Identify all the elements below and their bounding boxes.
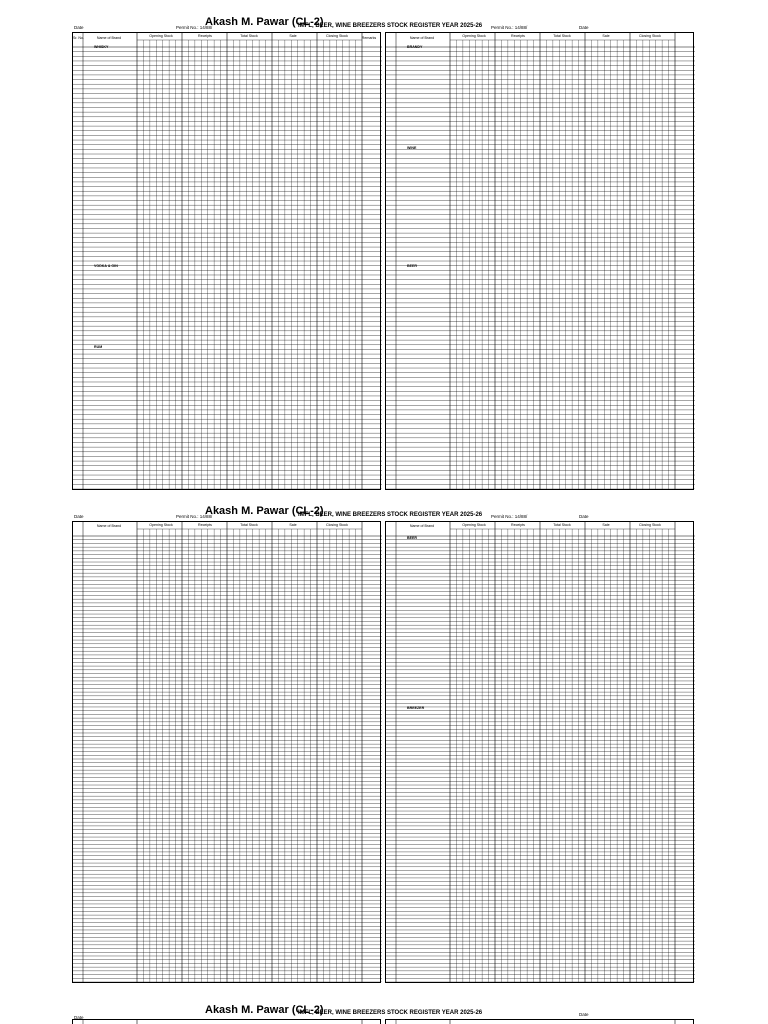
col-receipts: Receipts [198, 523, 212, 527]
stock-table [385, 1019, 694, 1024]
section-whisky: WHISKY [94, 45, 109, 49]
sheet-2-left-page [72, 505, 386, 983]
col-closing: Closing Stock [326, 523, 348, 527]
sheet-1-left-page [72, 16, 386, 490]
table-grid [73, 522, 382, 982]
col-sale: Sale [602, 34, 610, 38]
col-closing: Closing Stock [639, 523, 661, 527]
register-title: STOCK REGISTER YEAR 2025-26 [387, 23, 483, 29]
col-closing: Closing Stock [326, 34, 348, 38]
date-label: Date [579, 514, 589, 519]
col-opening: Opening Stock [149, 34, 173, 38]
section-rum: RUM [94, 345, 103, 349]
date-label: Date [74, 1015, 84, 1020]
table-grid [73, 1020, 382, 1024]
col-name: Name of Brand [409, 36, 435, 40]
col-opening: Opening Stock [462, 523, 486, 527]
col-opening: Opening Stock [462, 34, 486, 38]
table-grid [73, 33, 382, 489]
section-beer: BEER [407, 264, 417, 268]
permit-number: Permit No.: 14/88/ [176, 25, 213, 30]
section-wine: WINE [407, 146, 417, 150]
col-name: Name of Brand [96, 36, 122, 40]
section-vodka-gin: VODKA & GIN [94, 264, 118, 268]
col-receipts: Receipts [198, 34, 212, 38]
col-sale: Sale [602, 523, 610, 527]
section-beer: BEER [407, 536, 417, 540]
permit-number: Permit No.: 14/88/ [176, 514, 213, 519]
register-sheet-3 [72, 1003, 694, 1024]
stock-table [385, 32, 694, 490]
stock-table [72, 32, 381, 490]
col-total: Total Stock [240, 34, 258, 38]
table-grid [386, 1020, 694, 1024]
col-sr: Sr. No. [73, 36, 84, 40]
permit-number: Permit No.: 14/88/ [491, 514, 528, 519]
section-breezer: BREEZER [407, 706, 425, 710]
date-label: Date [74, 514, 84, 519]
stock-table [385, 521, 694, 983]
col-sale: Sale [289, 523, 297, 527]
date-label: Date [579, 1012, 589, 1017]
col-receipts: Receipts [511, 523, 525, 527]
col-sale: Sale [289, 34, 297, 38]
col-total: Total Stock [553, 523, 571, 527]
permit-number: Permit No.: 14/88/ [491, 25, 528, 30]
date-label: Date [579, 25, 589, 30]
shop-name: Akash M. Pawar (CL-2) [205, 505, 324, 517]
col-total: Total Stock [240, 523, 258, 527]
sheet-2-right-page [385, 506, 694, 983]
register-sheet-1 [72, 18, 694, 490]
col-opening: Opening Stock [149, 523, 173, 527]
register-title: STOCK REGISTER YEAR 2025-26 [387, 1010, 483, 1016]
register-sheet-2 [72, 506, 694, 983]
section-brandy: BRANDY [407, 45, 423, 49]
col-receipts: Receipts [511, 34, 525, 38]
sheet-3-left-page [72, 1003, 386, 1024]
col-remarks: Remarks [361, 36, 377, 40]
col-total: Total Stock [553, 34, 571, 38]
sheet-3-right-page [385, 1003, 694, 1024]
stock-table [72, 521, 381, 983]
col-name: Name of Brand [409, 524, 435, 528]
table-grid [386, 522, 695, 982]
table-grid [386, 33, 695, 489]
shop-name: Akash M. Pawar (CL-2) [205, 16, 324, 28]
category-title: IMFL, BEER, WINE BREEZERS [298, 512, 386, 518]
sheet-1-right-page [385, 18, 694, 490]
stock-table [72, 1019, 381, 1024]
category-title: IMFL, BEER, WINE BREEZERS [298, 1010, 386, 1016]
date-label: Date [74, 25, 84, 30]
category-title: IMFL, BEER, WINE BREEZERS [298, 23, 386, 29]
shop-name: Akash M. Pawar (CL-2) [205, 1004, 324, 1016]
register-title: STOCK REGISTER YEAR 2025-26 [387, 512, 483, 518]
col-name: Name of Brand [96, 524, 122, 528]
col-closing: Closing Stock [639, 34, 661, 38]
